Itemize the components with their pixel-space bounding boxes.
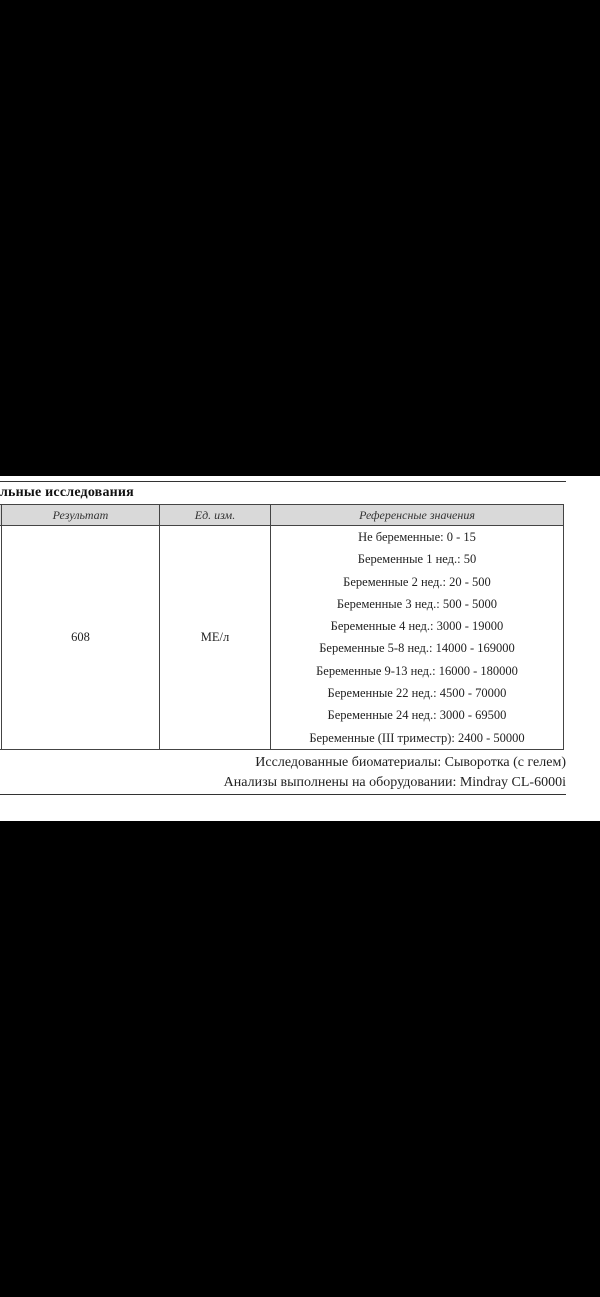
table-header-row [0,505,564,526]
document-fragment [0,476,600,821]
top-divider [0,481,566,482]
section-title: льные исследования [0,485,134,500]
reference-line: Беременные 1 нед.: 50 [357,552,477,567]
header-unit: Ед. изм. [160,505,271,526]
reference-line: Беременные 4 нед.: 3000 - 19000 [330,619,504,634]
reference-line: Беременные 22 нед.: 4500 - 70000 [327,686,507,701]
results-table [0,504,564,750]
bottom-divider [0,794,566,795]
reference-values [271,526,564,750]
result-value: 608 [2,526,160,750]
reference-line: Беременные 5-8 нед.: 14000 - 169000 [319,641,515,656]
table-row [0,526,564,750]
header-result: Результат [2,505,160,526]
equipment-note: Анализы выполнены на оборудовании: Mindray CL-6000i [223,775,566,790]
reference-line: Не беременные: 0 - 15 [358,530,476,544]
reference-line: Беременные 24 нед.: 3000 - 69500 [327,708,507,723]
reference-line: Беременные 3 нед.: 500 - 5000 [336,596,498,611]
biomaterial-note: Исследованные биоматериалы: Сыворотка (с гелем) [255,755,566,770]
header-reference: Референсные значения [271,505,564,526]
reference-line: Беременные 2 нед.: 20 - 500 [343,574,491,589]
reference-line: Беременные 9-13 нед.: 16000 - 180000 [316,663,518,678]
reference-line: Беременные (III триместр): 2400 - 50000 [309,730,525,745]
unit-value: МЕ/л [160,526,271,750]
